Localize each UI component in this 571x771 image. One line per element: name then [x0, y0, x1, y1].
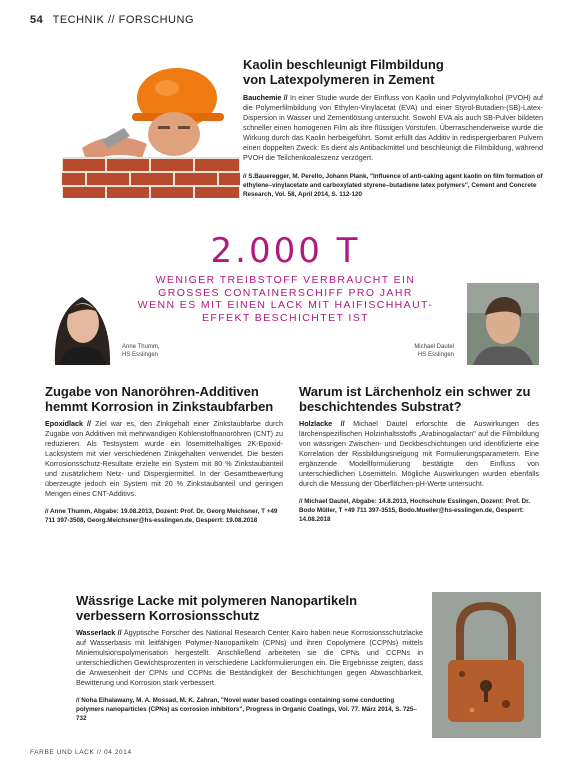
article-nanotubes-body	[45, 419, 283, 499]
article-text: Ägyptische Forscher des National Research Center Kairo haben neue Korrosionsschutzlacke auf Wasserbasis mit leitfähigen Polymer-Nanopartikeln (CPNs) und ihren Copolymere (CCPNs) mittels Miniemulsionspolymerisation hergestellt. Anschließend arbeiteten sie die CPNs und CCPNs in unterschiedlichen Gewichtsprozenten in verschiedene Lackformulierungen ein. Die Ergebnisse zeigten, dass die Anwesenheit der CPNs und CCPNs die Beständigkeit der Beschichtungen gegen Abwaschbarkeit, Bewitterung und Korrosion stark verbessert.	[76, 628, 423, 687]
article-larch-body	[299, 419, 539, 489]
caption-michael-dautel	[390, 343, 454, 359]
title-line: beschichtendes Substrat?	[299, 399, 462, 414]
title-line: Zugabe von Nanoröhren-Additiven	[45, 384, 259, 399]
article-larch	[299, 384, 539, 524]
rusty-padlock-photo	[432, 592, 541, 738]
person-affiliation: HS Esslingen	[417, 352, 454, 358]
caption-anne-thumm	[122, 343, 166, 359]
article-text: In einer Studie wurde der Einfluss von Kaolin und Polyvinylalkohol (PVOH) auf die Polymerfilmbildung von Ethylen-Vinylacetat (EVA) und einer Styrol-Butadien-(SB)-Latex-Dispersion in Wasser und Zementlösung untersucht. Sowohl EVA als auch SB-Pulver bildeten schneller einen homogenen Film als ihre flüssigen Vorstufen. Überraschenderweise wurde die Wirkung durch das Kaolin herbeigeführt. Somit erfüllt das Additiv in redispergierbaren Pulvern einen doppelten Zweck: Es dient als Antibackmittel und beschleunigt die Filmbildung, während PVOH die Teilchenkoaleszenz verzögert.	[243, 93, 544, 162]
article-kaolin-body	[243, 93, 543, 163]
article-text: Michael Dautel erforschte die Auswirkungen des lärchenspezifischen Holzinhaltsstoffs „Arabinogalactan" auf die Filmbildung von wässrigen Zwischen- und Deckbeschichtungen und identifizierte eine Korrelation der Rissbildungsneigung mit Formulierungsparametern. Eine ergänzende Modellformulierung bestätigte den Einfluss von unterschiedlichen Lösemitteln. Mögliche Auswirkungen wurden ebenfalls durch die Messung der Oberflächen-pH-Werte untersucht.	[299, 419, 539, 488]
bricklayer-photo	[62, 58, 240, 198]
article-nanoparticles-reference: // Noha Elhalawany, M. A. Mossad, M. K. Zahran, "Novel water based coatings containing some conducting polymers nanoparticles (CPNs) as corrosion inhibitors", Progress in Organic Coatings, Vol. 77. März 2014, S. 725–732	[76, 697, 417, 722]
article-lead: Bauchemie //	[243, 93, 288, 102]
article-lead: Wasserlack //	[76, 628, 122, 637]
page-number: 54	[30, 14, 44, 26]
article-nanoparticles	[76, 593, 423, 723]
highlight-line: GROSSES CONTAINERSCHIFF PRO JAHR	[158, 286, 413, 299]
article-lead: Epoxidlack //	[45, 419, 92, 428]
article-nanoparticles-title	[76, 593, 423, 623]
section-title: TECHNIK // FORSCHUNG	[52, 14, 195, 26]
page-header	[30, 14, 194, 26]
title-line: von Latexpolymeren in Zement	[243, 72, 435, 87]
article-nanotubes-reference: // Anne Thumm, Abgabe: 19.08.2013, Dozent: Prof. Dr. Georg Meichsner, T +49 711 397-3508, Georg.Meichsner@hs-esslingen.de, Gesperrt: 19.08.2018	[45, 508, 278, 524]
article-kaolin-reference: // S.Baueregger, M. Perello, Johann Plank, "Influence of anti-caking agent kaolin on film formation of ethylene–vinylacetate and carboxylated styrene–butadiene latex polymers", Cement and Concrete Research, Vol. 58, April 2014, S. 112-120	[243, 173, 543, 198]
page-footer: FARBE UND LACK // 04.2014	[30, 749, 132, 756]
article-nanotubes-title	[45, 384, 283, 414]
article-kaolin-title	[243, 57, 543, 87]
portrait-anne-thumm	[45, 283, 120, 365]
person-name: Anne Thumm,	[122, 344, 160, 350]
title-line: hemmt Korrosion in Zinkstaubfarben	[45, 399, 274, 414]
article-nanoparticles-body	[76, 628, 423, 688]
title-line: Kaolin beschleunigt Filmbildung	[243, 57, 444, 72]
article-kaolin	[243, 57, 543, 199]
article-larch-reference: // Michael Dautel, Abgabe: 14.8.2013, Hochschule Esslingen, Dozent: Prof. Dr. Bodo Müller, T +49 711 397-3515, Bodo.Mueller@hs-esslingen.de, Gesperrt: 14.08.2018	[299, 498, 531, 523]
article-larch-title	[299, 384, 539, 414]
title-line: verbessern Korrosionsschutz	[76, 608, 260, 623]
person-name: Michael Dautel	[414, 344, 454, 350]
title-line: Wässrige Lacke mit polymeren Nanopartikeln	[76, 593, 358, 608]
highlight-number: 2.000 T	[210, 231, 361, 271]
title-line: Warum ist Lärchenholz ein schwer zu	[299, 384, 531, 399]
highlight-line: WENN ES MIT EINEN LACK MIT HAIFISCHHAUT-	[137, 299, 434, 311]
article-text: Ziel war es, den Zinkgehalt einer Zinkstaubfarbe durch Zugabe von Additiven mit mehrwandigen Kohlenstoffnanoröhren (CNT) zu reduzieren. Als Testsystem wurde ein lösemittelhaltiges 2K-Epoxid-Lacksystem mit vier verschiedenen Zinkgehalten verwendet. Die besten Korrosionsschutz-Resultate erzielte ein System mit 80 % Zinkstaubanteil und zusätzlichem Netz- und Dispergiermittel. In der Gesamtbewertung überzeugte jedoch ein System mit 20 % Zinkstaubanteil und geringen Mengen eines CNT-Additivs.	[45, 419, 283, 498]
person-affiliation: HS Esslingen	[122, 352, 159, 358]
highlight-line: EFFEKT BESCHICHTET IST	[202, 311, 369, 324]
highlight-line: WENIGER TREIBSTOFF VERBRAUCHT EIN	[155, 274, 416, 286]
article-lead: Holzlacke //	[299, 419, 345, 428]
portrait-michael-dautel	[467, 283, 539, 365]
article-nanotubes	[45, 384, 283, 525]
